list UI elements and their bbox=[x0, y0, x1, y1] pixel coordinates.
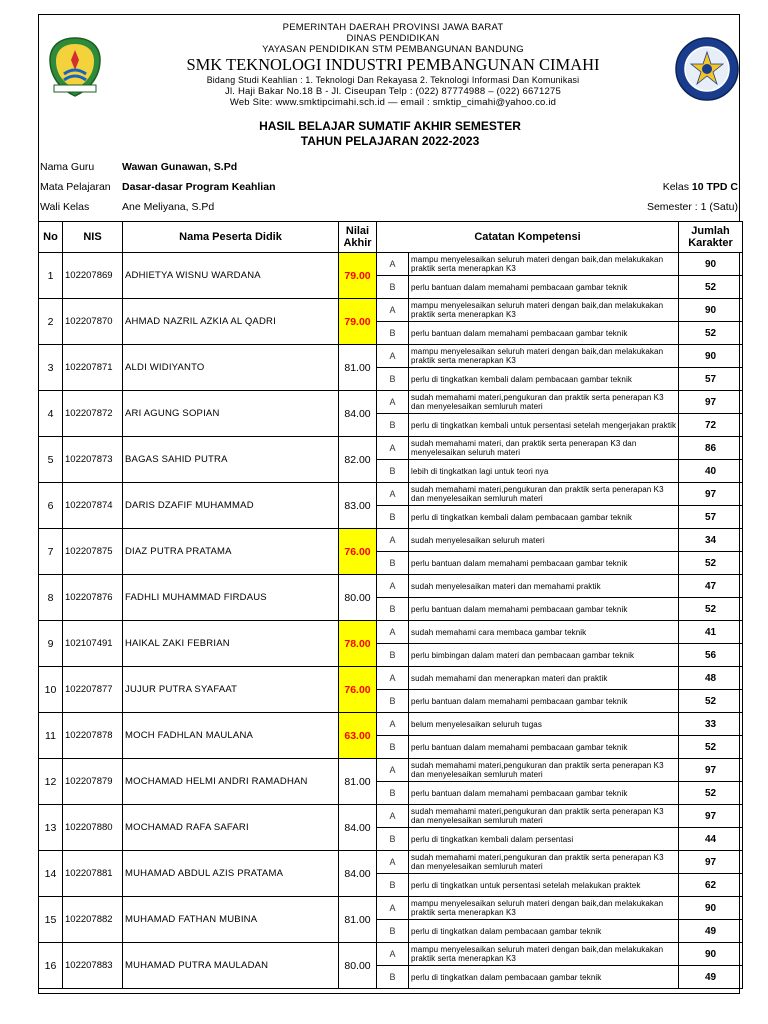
student-nis: 102207883 bbox=[63, 943, 123, 989]
competency-note-a: sudah memahami materi,pengukuran dan praktik serta penerapan K3 dan menyelesaikan semluruh materi bbox=[409, 391, 679, 414]
teacher-label: Nama Guru bbox=[40, 161, 95, 173]
competency-note-b: perlu bantuan dalam memahami pembacaan gambar teknik bbox=[409, 322, 679, 345]
character-count-b: 62 bbox=[679, 874, 743, 897]
final-score: 84.00 bbox=[339, 391, 377, 437]
character-count-a: 90 bbox=[679, 943, 743, 966]
competency-note-b: perlu bimbingan dalam materi dan pembacaan gambar teknik bbox=[409, 644, 679, 667]
final-score: 84.00 bbox=[339, 805, 377, 851]
student-name: AHMAD NAZRIL AZKIA AL QADRI bbox=[123, 299, 339, 345]
row-number: 1 bbox=[39, 253, 63, 299]
character-count-a: 41 bbox=[679, 621, 743, 644]
contact-line: Web Site: www.smktipcimahi.sch.id — email : smktip_cimahi@yahoo.co.id bbox=[229, 97, 557, 108]
character-count-b: 57 bbox=[679, 506, 743, 529]
table-row bbox=[39, 805, 743, 828]
grade-a-label: A bbox=[377, 529, 409, 552]
grade-b-label: B bbox=[377, 736, 409, 759]
final-score: 80.00 bbox=[339, 575, 377, 621]
competency-note-b: perlu bantuan dalam memahami pembacaan gambar teknik bbox=[409, 782, 679, 805]
competency-note-a: mampu menyelesaikan seluruh materi dengan baik,dan melakukakan praktik serta menerapkan K3 bbox=[409, 299, 679, 322]
subject-label: Mata Pelajaran bbox=[40, 181, 111, 193]
teacher-value: Wawan Gunawan, S.Pd bbox=[122, 161, 238, 173]
competency-note-a: sudah memahami materi, dan praktik serta penerapan K3 dan menyelesaikan seluruh materi bbox=[409, 437, 679, 460]
character-count-a: 48 bbox=[679, 667, 743, 690]
competency-note-b: perlu di tingkatkan kembali dalam persentasi bbox=[409, 828, 679, 851]
character-count-a: 34 bbox=[679, 529, 743, 552]
semester-info: Semester : 1 (Satu) bbox=[646, 201, 738, 213]
grade-a-label: A bbox=[377, 897, 409, 920]
address-line: Jl. Haji Bakar No.18 B - Jl. Ciseupan Telp : (022) 87774988 – (022) 6671275 bbox=[225, 86, 561, 97]
table-body bbox=[39, 253, 743, 989]
student-name: JUJUR PUTRA SYAFAAT bbox=[123, 667, 339, 713]
header-competency-notes: Catatan Kompetensi bbox=[377, 222, 679, 253]
table-row bbox=[39, 483, 743, 506]
row-number: 16 bbox=[39, 943, 63, 989]
competency-note-a: sudah memahami materi,pengukuran dan praktik serta penerapan K3 dan menyelesaikan semluruh materi bbox=[409, 483, 679, 506]
grade-a-label: A bbox=[377, 805, 409, 828]
table-header-row bbox=[39, 222, 743, 253]
row-number: 3 bbox=[39, 345, 63, 391]
table-row bbox=[39, 713, 743, 736]
row-number: 7 bbox=[39, 529, 63, 575]
character-count-b: 49 bbox=[679, 966, 743, 989]
final-score: 79.00 bbox=[339, 253, 377, 299]
grade-a-label: A bbox=[377, 851, 409, 874]
character-count-a: 90 bbox=[679, 897, 743, 920]
homeroom-value: Ane Meliyana, S.Pd bbox=[122, 201, 215, 213]
grade-b-label: B bbox=[377, 506, 409, 529]
subject-value: Dasar-dasar Program Keahlian bbox=[122, 181, 276, 193]
grade-b-label: B bbox=[377, 966, 409, 989]
row-number: 5 bbox=[39, 437, 63, 483]
table-row bbox=[39, 667, 743, 690]
row-number: 11 bbox=[39, 713, 63, 759]
table-row bbox=[39, 391, 743, 414]
table-row bbox=[39, 897, 743, 920]
table-row bbox=[39, 529, 743, 552]
student-name: ADHIETYA WISNU WARDANA bbox=[123, 253, 339, 299]
teacher-info bbox=[38, 160, 742, 174]
gov-line: PEMERINTAH DAERAH PROVINSI JAWA BARAT bbox=[282, 22, 504, 33]
competency-note-a: sudah menyelesaikan materi dan memahami praktik bbox=[409, 575, 679, 598]
student-name: MUHAMAD FATHAN MUBINA bbox=[123, 897, 339, 943]
header-final-score-line1: Nilai bbox=[345, 225, 370, 237]
student-nis: 102207880 bbox=[63, 805, 123, 851]
final-score: 76.00 bbox=[339, 667, 377, 713]
dept-line: DINAS PENDIDIKAN bbox=[346, 33, 440, 44]
header-no: No bbox=[39, 222, 63, 253]
grade-b-label: B bbox=[377, 322, 409, 345]
grade-b-label: B bbox=[377, 460, 409, 483]
table-row bbox=[39, 943, 743, 966]
row-number: 10 bbox=[39, 667, 63, 713]
character-count-b: 56 bbox=[679, 644, 743, 667]
character-count-a: 47 bbox=[679, 575, 743, 598]
competency-note-b: perlu bantuan dalam memahami pembacaan gambar teknik bbox=[409, 736, 679, 759]
character-count-a: 90 bbox=[679, 345, 743, 368]
grade-a-label: A bbox=[377, 759, 409, 782]
grade-b-label: B bbox=[377, 874, 409, 897]
grade-a-label: A bbox=[377, 943, 409, 966]
grade-b-label: B bbox=[377, 828, 409, 851]
competency-note-b: perlu bantuan dalam memahami pembacaan gambar teknik bbox=[409, 276, 679, 299]
student-name: DARIS DZAFIF MUHAMMAD bbox=[123, 483, 339, 529]
student-nis: 102207877 bbox=[63, 667, 123, 713]
competency-note-a: sudah memahami dan menerapkan materi dan praktik bbox=[409, 667, 679, 690]
table-row bbox=[39, 253, 743, 276]
grade-a-label: A bbox=[377, 575, 409, 598]
competency-note-b: perlu bantuan dalam memahami pembacaan gambar teknik bbox=[409, 552, 679, 575]
table-row bbox=[39, 621, 743, 644]
character-count-a: 97 bbox=[679, 851, 743, 874]
header-character-count-line2: Karakter bbox=[688, 237, 733, 249]
report-page bbox=[38, 14, 742, 994]
character-count-a: 90 bbox=[679, 299, 743, 322]
row-number: 9 bbox=[39, 621, 63, 667]
row-number: 14 bbox=[39, 851, 63, 897]
student-name: DIAZ PUTRA PRATAMA bbox=[123, 529, 339, 575]
character-count-b: 44 bbox=[679, 828, 743, 851]
row-number: 6 bbox=[39, 483, 63, 529]
grade-b-label: B bbox=[377, 552, 409, 575]
student-name: BAGAS SAHID PUTRA bbox=[123, 437, 339, 483]
grade-a-label: A bbox=[377, 713, 409, 736]
competency-note-b: perlu di tingkatkan dalam pembacaan gambar teknik bbox=[409, 920, 679, 943]
competency-note-a: sudah memahami materi,pengukuran dan praktik serta penerapan K3 dan menyelesaikan semluruh materi bbox=[409, 759, 679, 782]
homeroom-info bbox=[38, 200, 742, 214]
character-count-a: 90 bbox=[679, 253, 743, 276]
table-row bbox=[39, 437, 743, 460]
student-nis: 102107491 bbox=[63, 621, 123, 667]
student-name: ARI AGUNG SOPIAN bbox=[123, 391, 339, 437]
character-count-b: 52 bbox=[679, 322, 743, 345]
grade-a-label: A bbox=[377, 253, 409, 276]
grade-b-label: B bbox=[377, 368, 409, 391]
character-count-a: 97 bbox=[679, 759, 743, 782]
west-java-emblem-icon bbox=[46, 36, 104, 98]
character-count-a: 97 bbox=[679, 483, 743, 506]
grade-b-label: B bbox=[377, 644, 409, 667]
subject-info bbox=[38, 180, 742, 194]
character-count-a: 97 bbox=[679, 805, 743, 828]
header-final-score bbox=[339, 222, 377, 253]
competency-note-a: belum menyelesaikan seluruh tugas bbox=[409, 713, 679, 736]
header-character-count-line1: Jumlah bbox=[691, 225, 730, 237]
grade-a-label: A bbox=[377, 437, 409, 460]
header-character-count bbox=[679, 222, 743, 253]
field-of-study: Bidang Studi Keahlian : 1. Teknologi Dan Rekayasa 2. Teknologi Informasi Dan Komunikasi bbox=[206, 75, 580, 85]
final-score: 82.00 bbox=[339, 437, 377, 483]
header-student-name: Nama Peserta Didik bbox=[123, 222, 339, 253]
class-info bbox=[663, 180, 738, 194]
report-title bbox=[38, 119, 742, 149]
competency-note-a: mampu menyelesaikan seluruh materi dengan baik,dan melakukakan praktik serta menerapkan K3 bbox=[409, 943, 679, 966]
table-row bbox=[39, 759, 743, 782]
grade-b-label: B bbox=[377, 920, 409, 943]
final-score: 81.00 bbox=[339, 897, 377, 943]
character-count-b: 52 bbox=[679, 736, 743, 759]
grade-b-label: B bbox=[377, 414, 409, 437]
competency-note-b: perlu di tingkatkan dalam pembacaan gambar teknik bbox=[409, 966, 679, 989]
student-name: MUHAMAD PUTRA MAULADAN bbox=[123, 943, 339, 989]
student-name: FADHLI MUHAMMAD FIRDAUS bbox=[123, 575, 339, 621]
header-final-score-line2: Akhir bbox=[343, 237, 372, 249]
grade-a-label: A bbox=[377, 483, 409, 506]
competency-note-a: sudah memahami materi,pengukuran dan praktik serta penerapan K3 dan menyelesaikan semluruh materi bbox=[409, 851, 679, 874]
grade-a-label: A bbox=[377, 621, 409, 644]
competency-note-b: perlu bantuan dalam memahami pembacaan gambar teknik bbox=[409, 690, 679, 713]
final-score: 83.00 bbox=[339, 483, 377, 529]
final-score: 81.00 bbox=[339, 759, 377, 805]
competency-note-a: mampu menyelesaikan seluruh materi dengan baik,dan melakukakan praktik serta menerapkan K3 bbox=[409, 253, 679, 276]
student-nis: 102207871 bbox=[63, 345, 123, 391]
character-count-a: 33 bbox=[679, 713, 743, 736]
character-count-a: 97 bbox=[679, 391, 743, 414]
row-number: 12 bbox=[39, 759, 63, 805]
character-count-b: 52 bbox=[679, 690, 743, 713]
competency-note-b: perlu bantuan dalam memahami pembacaan gambar teknik bbox=[409, 598, 679, 621]
table-row bbox=[39, 299, 743, 322]
student-nis: 102207881 bbox=[63, 851, 123, 897]
character-count-b: 52 bbox=[679, 598, 743, 621]
final-score: 76.00 bbox=[339, 529, 377, 575]
grade-a-label: A bbox=[377, 667, 409, 690]
student-name: ALDI WIDIYANTO bbox=[123, 345, 339, 391]
row-number: 4 bbox=[39, 391, 63, 437]
final-score: 78.00 bbox=[339, 621, 377, 667]
competency-note-b: perlu di tingkatkan kembali untuk persentasi setelah mengerjakan praktik bbox=[409, 414, 679, 437]
homeroom-label: Wali Kelas bbox=[40, 201, 90, 213]
student-nis: 102207872 bbox=[63, 391, 123, 437]
student-nis: 102207879 bbox=[63, 759, 123, 805]
student-nis: 102207875 bbox=[63, 529, 123, 575]
table-row bbox=[39, 575, 743, 598]
competency-note-b: lebih di tingkatkan lagi untuk teori nya bbox=[409, 460, 679, 483]
table-row bbox=[39, 851, 743, 874]
student-nis: 102207870 bbox=[63, 299, 123, 345]
student-name: MUHAMAD ABDUL AZIS PRATAMA bbox=[123, 851, 339, 897]
competency-note-b: perlu di tingkatkan kembali dalam pembacaan gambar teknik bbox=[409, 506, 679, 529]
class-label: Kelas bbox=[662, 181, 689, 193]
grades-table bbox=[38, 221, 743, 989]
table-row bbox=[39, 345, 743, 368]
row-number: 13 bbox=[39, 805, 63, 851]
title-line-2: TAHUN PELAJARAN 2022-2023 bbox=[300, 134, 480, 148]
grade-a-label: A bbox=[377, 391, 409, 414]
competency-note-a: mampu menyelesaikan seluruh materi dengan baik,dan melakukakan praktik serta menerapkan K3 bbox=[409, 345, 679, 368]
title-line-1: HASIL BELAJAR SUMATIF AKHIR SEMESTER bbox=[259, 119, 521, 133]
competency-note-a: mampu menyelesaikan seluruh materi dengan baik,dan melakukakan praktik serta menerapkan K3 bbox=[409, 897, 679, 920]
competency-note-b: perlu di tingkatkan untuk persentasi setelah melakukan praktek bbox=[409, 874, 679, 897]
character-count-a: 86 bbox=[679, 437, 743, 460]
final-score: 84.00 bbox=[339, 851, 377, 897]
student-name: MOCH FADHLAN MAULANA bbox=[123, 713, 339, 759]
final-score: 79.00 bbox=[339, 299, 377, 345]
student-nis: 102207869 bbox=[63, 253, 123, 299]
school-seal-icon bbox=[674, 36, 740, 102]
letterhead bbox=[38, 22, 742, 126]
row-number: 15 bbox=[39, 897, 63, 943]
grade-a-label: A bbox=[377, 299, 409, 322]
student-name: MOCHAMAD HELMI ANDRI RAMADHAN bbox=[123, 759, 339, 805]
student-nis: 102207882 bbox=[63, 897, 123, 943]
final-score: 81.00 bbox=[339, 345, 377, 391]
student-nis: 102207874 bbox=[63, 483, 123, 529]
character-count-b: 52 bbox=[679, 782, 743, 805]
grade-b-label: B bbox=[377, 782, 409, 805]
class-value: 10 TPD C bbox=[691, 181, 738, 193]
character-count-b: 52 bbox=[679, 552, 743, 575]
final-score: 80.00 bbox=[339, 943, 377, 989]
row-number: 8 bbox=[39, 575, 63, 621]
competency-note-b: perlu di tingkatkan kembali dalam pembacaan gambar teknik bbox=[409, 368, 679, 391]
student-name: HAIKAL ZAKI FEBRIAN bbox=[123, 621, 339, 667]
character-count-b: 57 bbox=[679, 368, 743, 391]
character-count-b: 49 bbox=[679, 920, 743, 943]
grade-b-label: B bbox=[377, 598, 409, 621]
grade-b-label: B bbox=[377, 690, 409, 713]
competency-note-a: sudah menyelesaikan seluruh materi bbox=[409, 529, 679, 552]
student-nis: 102207873 bbox=[63, 437, 123, 483]
student-nis: 102207876 bbox=[63, 575, 123, 621]
competency-note-a: sudah memahami cara membaca gambar teknik bbox=[409, 621, 679, 644]
character-count-b: 52 bbox=[679, 276, 743, 299]
character-count-b: 40 bbox=[679, 460, 743, 483]
header-nis: NIS bbox=[63, 222, 123, 253]
grade-a-label: A bbox=[377, 345, 409, 368]
student-name: MOCHAMAD RAFA SAFARI bbox=[123, 805, 339, 851]
school-name: SMK TEKNOLOGI INDUSTRI PEMBANGUNAN CIMAHI bbox=[186, 55, 600, 74]
student-nis: 102207878 bbox=[63, 713, 123, 759]
final-score: 63.00 bbox=[339, 713, 377, 759]
grade-b-label: B bbox=[377, 276, 409, 299]
competency-note-a: sudah memahami materi,pengukuran dan praktik serta penerapan K3 dan menyelesaikan semluruh materi bbox=[409, 805, 679, 828]
foundation-line: YAYASAN PENDIDIKAN STM PEMBANGUNAN BANDUNG bbox=[262, 44, 524, 55]
row-number: 2 bbox=[39, 299, 63, 345]
character-count-b: 72 bbox=[679, 414, 743, 437]
